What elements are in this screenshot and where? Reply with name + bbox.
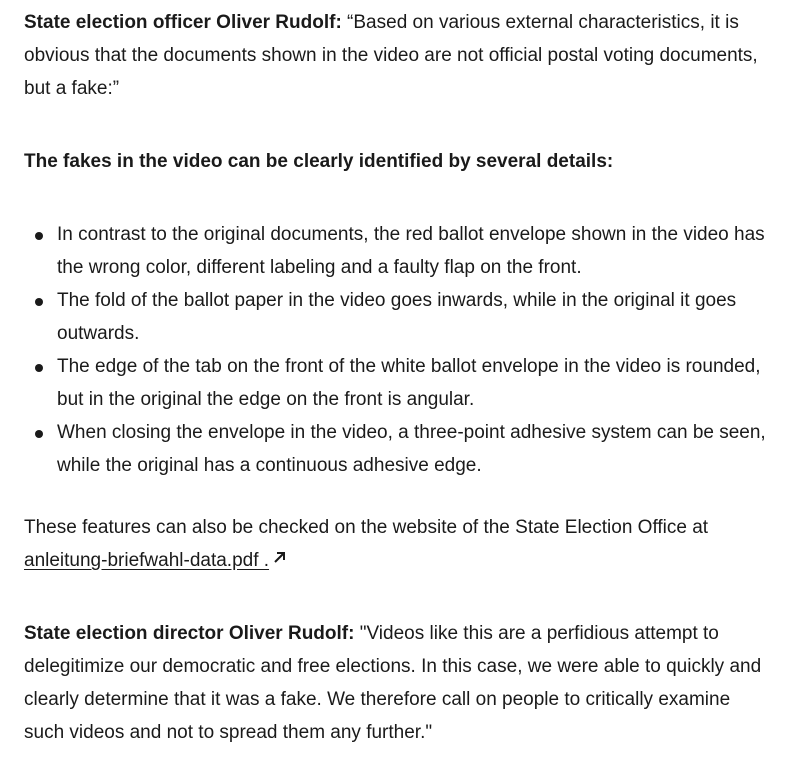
- check-paragraph: [24, 511, 772, 577]
- external-link-icon[interactable]: [273, 542, 286, 575]
- check-paragraph-text: These features can also be checked on the website of the State Election Office at: [24, 517, 709, 538]
- director-statement: [24, 617, 772, 749]
- bullet-icon: [35, 298, 43, 306]
- list-item-text: The fold of the ballot paper in the video goes inwards, while in the original it goes outwards.: [57, 290, 737, 344]
- director-statement-label: State election director Oliver Rudolf:: [24, 623, 355, 645]
- list-item-text: In contrast to the original documents, the red ballot envelope shown in the video has the wrong color, different labeling and a faulty flap on the front.: [57, 224, 765, 278]
- bullet-icon: [35, 232, 43, 240]
- list-item: [24, 218, 772, 284]
- officer-statement-text: “Based on various external characteristics, it is obvious that the documents shown in the video are not official postal voting documents, but a fake:”: [24, 12, 758, 99]
- pdf-link-label: anleitung-briefwahl-data.pdf .: [24, 550, 270, 571]
- bullet-icon: [35, 430, 43, 438]
- list-item: [24, 350, 772, 416]
- list-item-text: When closing the envelope in the video, a three-point adhesive system can be seen, while the original has a continuous adhesive edge.: [57, 422, 766, 476]
- list-item-text: The edge of the tab on the front of the white ballot envelope in the video is rounded, but in the original the edge on the front is angular.: [57, 356, 761, 410]
- officer-statement-label: State election officer Oliver Rudolf:: [24, 12, 342, 33]
- fakes-heading: The fakes in the video can be clearly identified by several details:: [24, 151, 614, 172]
- officer-statement: [24, 6, 772, 105]
- bullet-icon: [35, 364, 43, 372]
- features-list: [24, 218, 772, 482]
- pdf-link[interactable]: [24, 550, 269, 571]
- director-statement-text: "Videos like this are a perfidious attempt to delegitimize our democratic and free elections. In this case, we were able to quickly and clearly determine that it was a fake. We therefore call on people to critically examine such videos and not to spread them any further.": [24, 623, 762, 744]
- list-item: [24, 284, 772, 350]
- list-item: [24, 416, 772, 482]
